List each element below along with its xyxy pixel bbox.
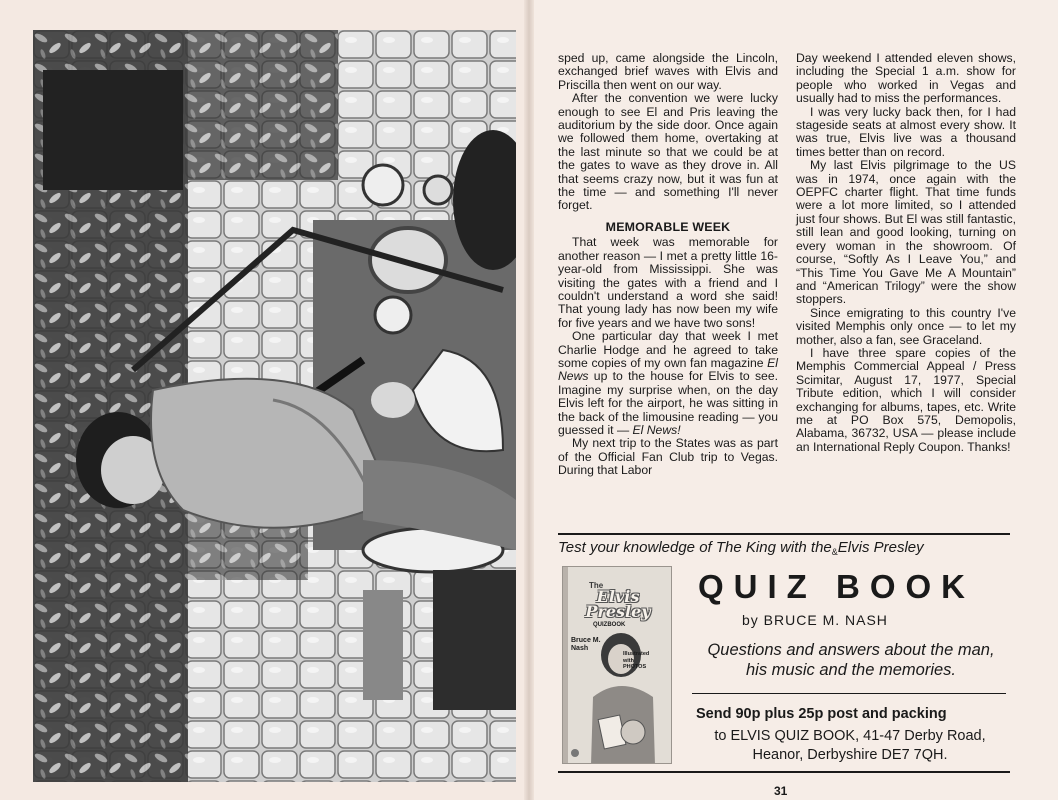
article-paragraph: My next trip to the States was as part of the Official Fan Club trip to Vegas. During that Labor <box>558 436 778 478</box>
article-paragraph: I was very lucky back then, for I had stageside seats at almost every show. It was true, Elvis live was a thousand times better than on record. <box>796 104 1016 159</box>
book-author <box>571 637 611 653</box>
text-run: One particular day that week I met Charlie Hodge and he agreed to take some copies of my own fan magazine <box>558 329 778 370</box>
ad-tagline-line2: his music and the memories. <box>746 661 956 679</box>
book-author-line2: Nash <box>571 645 589 652</box>
photo-illustration <box>33 30 516 782</box>
book-illustrated-note <box>623 651 663 671</box>
article-paragraph: That week was memorable for another reason — I met a pretty little 16-year-old from Mississippi. She was visiting the gates with a friend and I couldn't understand a word she said! That young lady has now been my wife for five years and we have two sons! <box>558 235 778 330</box>
ad-address-line1: to ELVIS QUIZ BOOK, 41-47 Derby Road, <box>714 728 986 744</box>
book-title-line1: Elvis <box>596 587 640 606</box>
ad-header-name: Elvis Presley <box>837 539 924 556</box>
magazine-title: El News <box>558 355 778 384</box>
article-paragraph: Since emigrating to this country I've visited Memphis only once — to let my mother, also a fan, see Graceland. <box>796 305 1016 347</box>
page-gutter <box>524 0 534 800</box>
left-page <box>0 0 528 800</box>
article-paragraph: I have three spare copies of the Memphis Commercial Appeal / Press Scimitar, August 17, 1977, Special Tribute edition, which I will consider exchanging for albums, tapes, etc. Write me at PO Box 575, Demopolis, Alabama, 36732, USA — please include an International Reply Coupon. Thanks! <box>796 345 1016 454</box>
ad-header <box>558 539 1018 557</box>
article-paragraph: Day weekend I attended eleven shows, including the Special 1 a.m. show for people who worked in Vegas and usually had to miss the performances. <box>796 51 1016 106</box>
ad-bottom-rule <box>558 771 1010 773</box>
ad-price: Send 90p plus 25p post and packing <box>696 706 947 722</box>
ad-header-ampersand: & <box>831 547 838 557</box>
article-paragraph <box>558 330 778 437</box>
book-subtitle: QUIZBOOK <box>593 622 626 628</box>
ad-divider-rule <box>692 693 1006 694</box>
ad-top-rule <box>558 533 1010 535</box>
ad-tagline-line1: Questions and answers about the man, <box>707 641 995 659</box>
ad-tagline <box>686 640 1016 680</box>
article-paragraph: After the convention we were lucky enough to see El and Pris leaving the auditorium by the side door. Once again we followed them home, overtaking at the last minute so that we could be at the gates to wave as they drove in. All that seems crazy now, but it was fun at the time — and something I'll never forget. <box>558 91 778 213</box>
book-author-line1: Bruce M. <box>571 637 601 644</box>
elvis-motorcycle-photo <box>33 30 516 782</box>
book-title-line2: Presley <box>585 602 651 621</box>
article-column-1 <box>558 52 778 478</box>
book-title-the: The <box>589 581 604 590</box>
article-paragraph: My last Elvis pilgrimage to the US was in 1974, once again with the OEPFC charter flight. That time funds were a lot more limited, so I attended just four shows. But El was still fantastic, still lean and good looking, turning on every woman in the showroom. Of course, “Softly As I Leave You,” and “This Time You Gave Me A Mountain” and “American Trilogy” were the show stoppers. <box>796 158 1016 307</box>
magazine-title: El News! <box>632 422 681 437</box>
article-column-2 <box>796 52 1016 454</box>
section-subheading: MEMORABLE WEEK <box>605 219 731 234</box>
ad-address-line2: Heanor, Derbyshire DE7 7QH. <box>752 747 948 763</box>
text-run: up to the house for Elvis to see. Imagine my surprise when, on the day Elvis left for the airport, he was sitting in the back of the limousine reading — you guessed it — <box>558 369 778 437</box>
quiz-book-cover <box>562 566 672 764</box>
ad-title: QUIZ BOOK <box>698 568 975 605</box>
book-illus-line3: PHOTOS <box>623 664 647 670</box>
book-illus-line1: Illustrated <box>623 651 650 657</box>
article-paragraph: sped up, came alongside the Lincoln, exchanged brief waves with Elvis and Priscilla then went on our way. <box>558 51 778 92</box>
ad-header-text: Test your knowledge of The King with the <box>558 539 832 556</box>
book-illus-line2: with <box>623 657 634 664</box>
book-title <box>571 589 665 619</box>
page-number: 31 <box>774 784 788 798</box>
ad-byline: by BRUCE M. NASH <box>742 612 888 628</box>
ad-address <box>690 727 1010 765</box>
